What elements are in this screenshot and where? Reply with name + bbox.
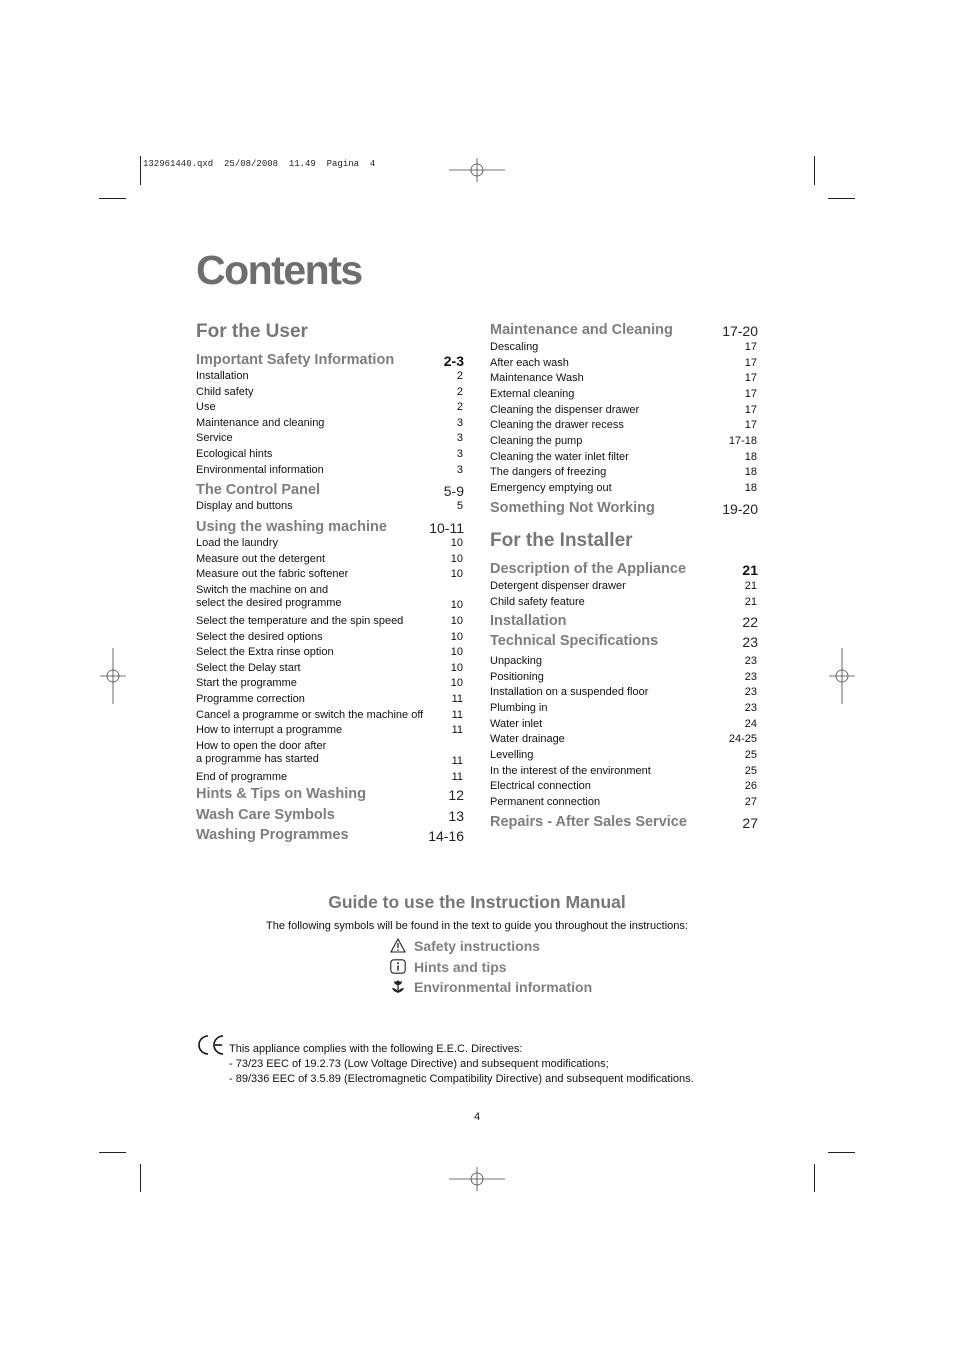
toc-entry-page: 17-18 (728, 434, 757, 447)
toc-entry (196, 537, 463, 550)
column-heading: For the User (196, 321, 308, 342)
symbol-label: Safety instructions (414, 938, 541, 954)
page-number: 4 (473, 1111, 481, 1123)
toc-entry (196, 662, 463, 675)
toc-entry-label: Cancel a programme or switch the machine off (196, 708, 424, 721)
toc-entry-label: Select the Delay start (196, 661, 301, 674)
toc-entry (196, 448, 463, 461)
toc-entry-label: In the interest of the environment (490, 764, 651, 777)
toc-entry (490, 780, 757, 793)
column-heading: For the Installer (490, 530, 633, 551)
toc-entry-label: Cleaning the dispenser drawer (490, 403, 640, 416)
toc-entry-label: Electrical connection (490, 780, 591, 793)
section-page: 5-9 (443, 483, 464, 499)
toc-entry (490, 435, 757, 448)
toc-entry (490, 686, 757, 699)
environment-flower-icon (390, 979, 406, 994)
section-title: Something Not Working (490, 500, 655, 516)
toc-entry (196, 553, 463, 566)
toc-entry-page: 17 (744, 372, 757, 385)
section-title: The Control Panel (196, 482, 321, 498)
toc-entry (490, 341, 757, 354)
crop-mark (140, 156, 141, 185)
toc-entry (490, 749, 757, 762)
crop-mark (828, 198, 855, 199)
toc-entry-label: Cleaning the pump (490, 434, 583, 447)
toc-entry (196, 386, 463, 399)
toc-entry-page: 27 (744, 795, 757, 808)
toc-entry-label: Water inlet (490, 717, 543, 730)
toc-entry-page: 23 (744, 701, 757, 714)
toc-entry-page: 25 (744, 748, 757, 761)
toc-entry (196, 584, 463, 610)
compliance-line: - 89/336 EEC of 3.5.89 (Electromagnetic Compatibility Directive) and subsequent modifications. (229, 1073, 694, 1085)
toc-entry-label: Cleaning the drawer recess (490, 419, 624, 432)
toc-entry-page: 17 (744, 403, 757, 416)
toc-entry (490, 388, 757, 401)
toc-entry-label: Service (196, 432, 233, 445)
section-heading (490, 633, 758, 649)
section-page: 14-16 (428, 828, 464, 844)
toc-entry-page: 10 (450, 568, 463, 581)
toc-entry-label: Emergency emptying out (490, 481, 612, 494)
toc-entry (490, 765, 757, 778)
section-title: Maintenance and Cleaning (490, 322, 673, 338)
toc-entry (196, 740, 463, 766)
section-heading (196, 786, 464, 802)
toc-entry-page: 17 (744, 387, 757, 400)
toc-entry-label: Cleaning the water inlet filter (490, 450, 629, 463)
crop-mark (828, 1152, 855, 1153)
toc-entry-label: Positioning (490, 670, 544, 683)
toc-entry-label: Measure out the detergent (196, 552, 326, 565)
toc-entry-label: Child safety feature (490, 595, 585, 608)
toc-entry-label: Load the laundry (196, 537, 278, 549)
toc-entry (196, 432, 463, 445)
toc-entry-label: After each wash (490, 356, 569, 369)
section-heading (196, 482, 464, 498)
section-heading (196, 352, 464, 368)
section-title: Description of the Appliance (490, 561, 687, 577)
toc-entry (490, 596, 757, 609)
toc-entry-label: Select the desired options (196, 630, 323, 643)
toc-entry-label: How to interrupt a programme (196, 724, 343, 737)
toc-entry-label: How to open the door after (196, 739, 327, 752)
crop-mark (99, 198, 126, 199)
guide-intro: The following symbols will be found in the text to guide you throughout the instructions: (266, 920, 688, 932)
toc-entry-label: select the desired programme (196, 596, 342, 609)
toc-entry-page: 11 (451, 708, 463, 721)
section-title: Repairs - After Sales Service (490, 814, 687, 830)
section-title: Using the washing machine (196, 519, 387, 535)
toc-entry-page: 3 (456, 416, 463, 429)
registration-mark-icon (449, 158, 505, 182)
toc-entry-label: Installation on a suspended floor (490, 686, 649, 699)
section-page: 12 (448, 787, 464, 803)
toc-entry (490, 482, 757, 495)
toc-entry-label: Use (196, 401, 216, 414)
section-heading (196, 519, 464, 535)
toc-entry-page: 21 (744, 580, 757, 592)
info-icon (390, 959, 406, 974)
toc-entry-page: 10 (450, 630, 463, 643)
toc-entry-label: Water drainage (490, 733, 565, 746)
crop-mark (140, 1164, 141, 1192)
toc-entry-label: Child safety (196, 385, 254, 398)
toc-entry (196, 631, 463, 644)
toc-entry-label: Maintenance Wash (490, 372, 584, 385)
section-page: 23 (742, 634, 758, 650)
toc-entry (490, 655, 757, 668)
toc-entry (196, 417, 463, 430)
section-page: 27 (742, 815, 758, 831)
toc-entry (490, 451, 757, 464)
toc-entry-label: Plumbing in (490, 701, 548, 714)
toc-entry-page: 25 (744, 764, 757, 777)
section-heading (196, 827, 464, 843)
toc-entry-page: 17 (744, 341, 757, 353)
section-page: 13 (448, 808, 464, 824)
toc-entry-label: Maintenance and cleaning (196, 416, 325, 429)
toc-entry (490, 733, 757, 746)
compliance-line: This appliance complies with the following E.E.C. Directives: (229, 1043, 523, 1055)
toc-entry-label: Display and buttons (196, 500, 293, 512)
section-title: Hints & Tips on Washing (196, 786, 366, 802)
toc-entry-page: 2 (456, 385, 463, 398)
toc-entry (196, 771, 463, 784)
toc-entry-page: 2 (456, 370, 463, 382)
toc-entry (490, 419, 757, 432)
toc-entry (196, 568, 463, 581)
toc-entry-page: 3 (456, 448, 463, 460)
section-heading (196, 807, 464, 823)
toc-entry-page: 3 (456, 432, 463, 445)
toc-entry-label: Environmental information (196, 463, 324, 476)
toc-entry (196, 370, 463, 383)
printer-slug: 132961440.qxd 25/08/2008 11.49 Pagina 4 (143, 159, 376, 169)
toc-entry-label: Start the programme (196, 677, 297, 690)
toc-entry-label: Detergent dispenser drawer (490, 580, 626, 592)
toc-entry (490, 580, 757, 593)
section-page: 19-20 (722, 501, 758, 517)
toc-entry-label: Permanent connection (490, 795, 601, 808)
toc-entry-page: 24-25 (728, 733, 757, 746)
toc-entry (490, 372, 757, 385)
section-title: Washing Programmes (196, 827, 349, 843)
toc-entry (490, 466, 757, 479)
toc-entry-label: a programme has started (196, 752, 319, 765)
section-heading (490, 322, 758, 338)
symbol-label: Hints and tips (414, 959, 507, 975)
symbol-label: Environmental information (414, 979, 593, 995)
toc-entry-page: 11 (451, 771, 463, 783)
toc-entry-label: End of programme (196, 771, 288, 783)
toc-entry-page: 11 (451, 693, 463, 705)
toc-entry (196, 615, 463, 628)
toc-entry-label: Switch the machine on and (196, 583, 329, 596)
toc-entry-label: Ecological hints (196, 448, 273, 460)
crop-mark (814, 156, 815, 185)
section-page: 21 (742, 562, 758, 578)
toc-entry-page: 10 (450, 677, 463, 690)
section-title: Wash Care Symbols (196, 807, 335, 823)
toc-entry-page: 26 (744, 780, 757, 793)
toc-entry (196, 464, 463, 477)
toc-entry-label: Descaling (490, 341, 539, 353)
toc-entry-page: 23 (744, 686, 757, 699)
toc-entry (490, 702, 757, 715)
section-heading (490, 561, 758, 577)
toc-entry (196, 709, 463, 722)
section-page: 2-3 (443, 353, 464, 369)
warning-triangle-icon (390, 938, 406, 953)
toc-entry-page: 17 (744, 356, 757, 369)
section-title: Technical Specifications (490, 633, 659, 649)
toc-entry-page: 23 (744, 670, 757, 683)
toc-entry (196, 646, 463, 659)
section-heading (490, 613, 758, 629)
section-page: 17-20 (722, 323, 758, 339)
section-title: Important Safety Information (196, 352, 395, 368)
toc-entry-page: 17 (744, 419, 757, 432)
registration-mark-icon (829, 648, 855, 704)
toc-entry-page: 24 (744, 717, 757, 730)
toc-entry-page: 10 (450, 661, 463, 674)
page-title: Contents (196, 247, 362, 293)
toc-entry-page: 21 (744, 595, 757, 608)
toc-entry-page: 10 (450, 552, 463, 565)
section-heading (490, 500, 758, 516)
toc-entry-label: Installation (196, 370, 249, 382)
toc-entry-page: 11 (451, 755, 463, 768)
toc-entry-page: 18 (744, 466, 757, 479)
toc-entry-page: 23 (744, 655, 757, 667)
toc-entry (490, 718, 757, 731)
compliance-line: - 73/23 EEC of 19.2.73 (Low Voltage Directive) and subsequent modifications; (229, 1058, 609, 1070)
toc-entry-label: Measure out the fabric softener (196, 568, 349, 581)
ce-mark-icon (196, 1033, 226, 1057)
toc-entry-page: 3 (456, 463, 463, 476)
toc-entry-page: 5 (456, 500, 463, 512)
toc-entry-page: 10 (450, 599, 463, 612)
toc-entry-page: 2 (456, 401, 463, 414)
section-heading (490, 814, 758, 830)
toc-entry-page: 10 (450, 537, 463, 549)
toc-entry-label: External cleaning (490, 387, 575, 400)
crop-mark (814, 1164, 815, 1192)
toc-entry-page: 10 (450, 615, 463, 627)
toc-entry-page: 18 (744, 450, 757, 463)
toc-entry-label: Select the temperature and the spin speed (196, 615, 404, 627)
toc-entry (196, 401, 463, 414)
section-title: Installation (490, 613, 567, 629)
toc-entry-page: 18 (744, 481, 757, 494)
crop-mark (99, 1152, 126, 1153)
toc-entry-page: 10 (450, 646, 463, 659)
toc-entry (490, 671, 757, 684)
toc-entry-page: 11 (451, 724, 463, 737)
toc-entry (196, 693, 463, 706)
section-page: 10-11 (429, 520, 464, 536)
toc-entry-label: Select the Extra rinse option (196, 646, 334, 659)
toc-entry (196, 677, 463, 690)
toc-entry (196, 724, 463, 737)
registration-mark-icon (100, 648, 126, 704)
toc-entry (490, 404, 757, 417)
toc-entry-label: Programme correction (196, 693, 305, 705)
registration-mark-icon (449, 1167, 505, 1191)
toc-entry-label: The dangers of freezing (490, 466, 607, 479)
toc-entry (490, 357, 757, 370)
toc-entry-label: Levelling (490, 748, 534, 761)
section-page: 22 (742, 614, 758, 630)
guide-title: Guide to use the Instruction Manual (328, 892, 626, 912)
toc-entry-label: Unpacking (490, 655, 542, 667)
toc-entry (490, 796, 757, 809)
toc-entry (196, 500, 463, 513)
